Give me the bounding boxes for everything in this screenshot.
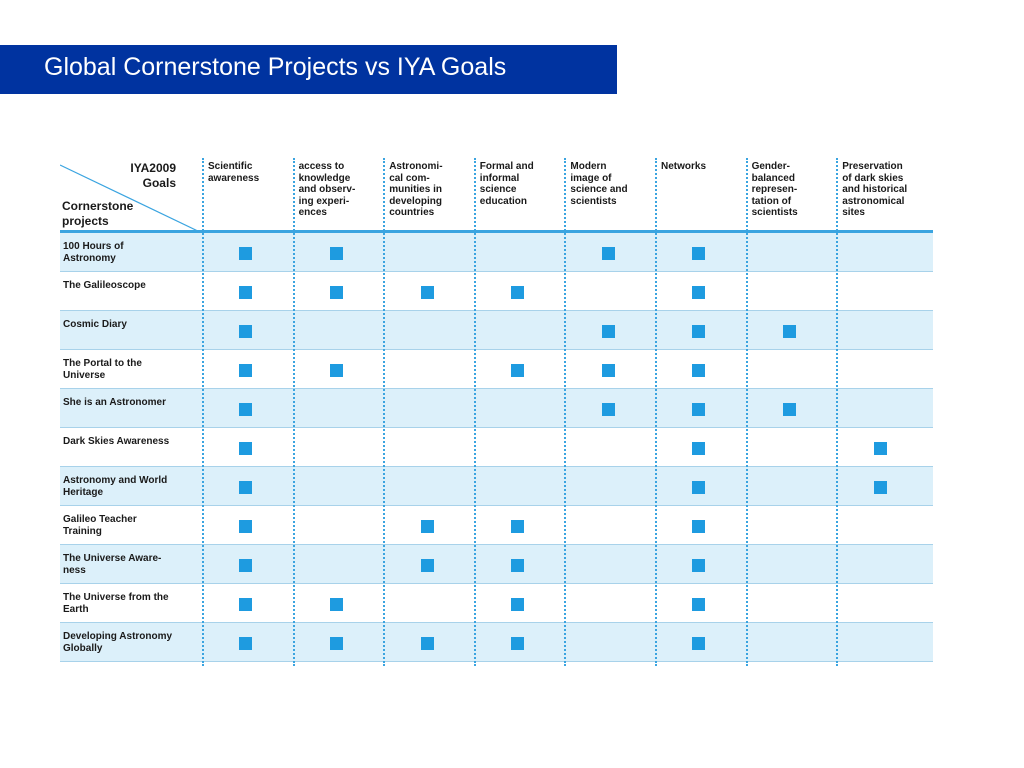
goal-mark [511, 598, 524, 611]
goal-mark [783, 403, 796, 416]
goal-mark [692, 637, 705, 650]
table-row [60, 233, 933, 272]
column-header: Modern image of science and scientists [570, 161, 628, 207]
goal-mark [330, 247, 343, 260]
goal-mark [239, 247, 252, 260]
project-label: Dark Skies Awareness [63, 436, 170, 447]
corner-projects-label: Cornerstone projects [62, 199, 134, 228]
table-row [60, 623, 933, 662]
goal-mark [874, 442, 887, 455]
goal-mark [692, 247, 705, 260]
table-row [60, 545, 933, 584]
table-row [60, 350, 933, 389]
goal-mark [239, 325, 252, 338]
project-label: The Galileoscope [63, 280, 146, 291]
project-label: The Universe from the Earth [63, 592, 169, 615]
column-header: Preservation of dark skies and historical astronomical sites [842, 161, 908, 218]
project-label: She is an Astronomer [63, 397, 166, 408]
goal-mark [330, 637, 343, 650]
goal-mark [692, 403, 705, 416]
column-header: Gender- balanced represen- tation of scientists [751, 161, 798, 218]
goal-mark [239, 481, 252, 494]
project-label: The Portal to the Universe [63, 358, 142, 381]
column-separator [746, 158, 748, 666]
goal-mark [511, 637, 524, 650]
goal-mark [692, 559, 705, 572]
goal-mark [602, 364, 615, 377]
goal-mark [239, 520, 252, 533]
column-separator [293, 158, 295, 666]
title-bar [0, 45, 617, 94]
column-separator [655, 158, 657, 666]
table-row [60, 389, 933, 428]
column-header: access to knowledge and observ- ing experi- ences [298, 161, 356, 218]
goal-mark [239, 403, 252, 416]
table-row [60, 584, 933, 623]
table-row [60, 311, 933, 350]
goal-mark [330, 286, 343, 299]
goal-mark [239, 442, 252, 455]
goal-mark [239, 637, 252, 650]
project-label: Cosmic Diary [63, 319, 127, 330]
column-separator [383, 158, 385, 666]
column-header: Formal and informal science education [479, 161, 534, 207]
goal-mark [421, 637, 434, 650]
goal-mark [602, 325, 615, 338]
goal-mark [511, 520, 524, 533]
goal-mark [874, 481, 887, 494]
column-header: Astronomi- cal com- munities in developing countries [389, 161, 443, 218]
goal-mark [421, 520, 434, 533]
goal-mark [692, 520, 705, 533]
table-row [60, 506, 933, 545]
goal-mark [692, 364, 705, 377]
goal-mark [239, 364, 252, 377]
goal-mark [602, 247, 615, 260]
goal-mark [421, 286, 434, 299]
goal-mark [692, 481, 705, 494]
goal-mark [330, 364, 343, 377]
column-separator [564, 158, 566, 666]
goal-mark [511, 286, 524, 299]
slide-title: Global Cornerstone Projects vs IYA Goals [44, 53, 507, 81]
goal-mark [421, 559, 434, 572]
project-label: 100 Hours of Astronomy [63, 241, 124, 264]
goal-mark [239, 559, 252, 572]
goal-mark [692, 286, 705, 299]
column-header: Networks [661, 161, 707, 172]
project-label: Developing Astronomy Globally [63, 631, 173, 654]
matrix-header [60, 155, 933, 233]
project-label: Astronomy and World Heritage [63, 475, 168, 498]
table-row [60, 428, 933, 467]
table-row [60, 272, 933, 311]
project-label: The Universe Aware- ness [63, 553, 162, 576]
column-separator [202, 158, 204, 666]
goals-matrix [60, 155, 933, 667]
column-separator [474, 158, 476, 666]
goal-mark [692, 598, 705, 611]
column-header: Scientific awareness [208, 161, 260, 184]
goal-mark [239, 598, 252, 611]
goal-mark [330, 598, 343, 611]
goal-mark [511, 364, 524, 377]
goal-mark [692, 325, 705, 338]
goal-mark [692, 442, 705, 455]
goal-mark [511, 559, 524, 572]
project-label: Galileo Teacher Training [63, 514, 137, 537]
goal-mark [783, 325, 796, 338]
column-separator [836, 158, 838, 666]
corner-goals-label: IYA2009 Goals [130, 161, 176, 190]
goal-mark [239, 286, 252, 299]
table-row [60, 467, 933, 506]
goal-mark [602, 403, 615, 416]
